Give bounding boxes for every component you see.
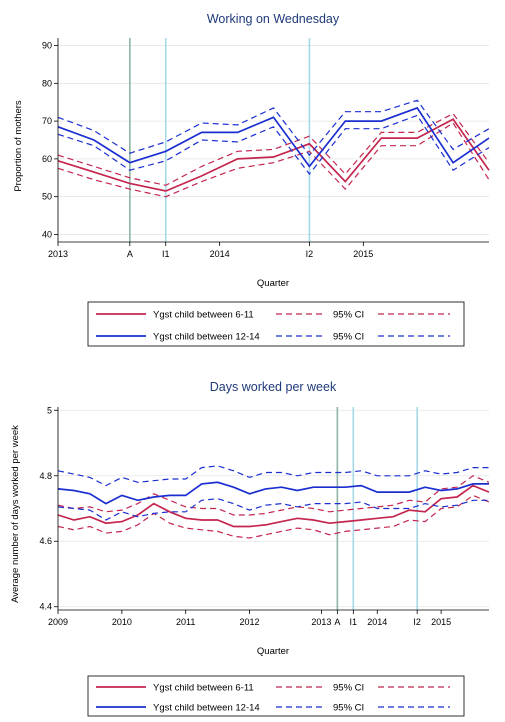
legend-box xyxy=(88,302,464,346)
y-tick-label: 70 xyxy=(41,116,52,127)
x-tick-label: 2013 xyxy=(47,249,69,259)
x-tick-label: 2012 xyxy=(239,617,260,627)
x-tick-label: 2009 xyxy=(47,617,69,627)
legend-label: 95% CI xyxy=(333,309,365,321)
x-tick-label: 2014 xyxy=(367,617,388,627)
x-tick-label: 2014 xyxy=(209,249,230,259)
legend-label: 95% CI xyxy=(333,331,365,343)
y-tick-label: 4.6 xyxy=(39,536,52,547)
x-tick-label: I1 xyxy=(161,249,170,259)
x-tick-label: 2010 xyxy=(111,617,132,627)
y-axis-label: Proportion of mothers xyxy=(13,100,24,192)
legend-label: Ygst child between 6-11 xyxy=(153,682,254,694)
legend-label: Ygst child between 12-14 xyxy=(153,702,260,714)
legend-label: Ygst child between 12-14 xyxy=(153,331,260,343)
y-axis-label: Average number of days worked per week xyxy=(10,425,21,603)
legend-label: 95% CI xyxy=(333,682,365,694)
chart-title: Working on Wednesday xyxy=(206,12,340,26)
y-tick-label: 5 xyxy=(46,405,52,416)
x-tick-label: 2013 xyxy=(311,617,332,627)
x-axis-label: Quarter xyxy=(256,646,290,657)
y-tick-label: 40 xyxy=(41,229,52,240)
legend-box xyxy=(88,676,464,716)
x-tick-label: 2015 xyxy=(353,249,374,259)
x-tick-label: I1 xyxy=(349,617,358,627)
chart-title: Days worked per week xyxy=(209,380,337,394)
y-tick-label: 60 xyxy=(41,153,52,164)
y-tick-label: 50 xyxy=(41,191,52,202)
x-tick-label: A xyxy=(334,617,341,627)
legend-label: Ygst child between 6-11 xyxy=(153,309,254,321)
legend xyxy=(88,676,464,716)
x-tick-label: I2 xyxy=(305,249,314,259)
y-tick-label: 90 xyxy=(41,40,52,51)
x-tick-label: 2011 xyxy=(176,617,196,627)
legend xyxy=(88,302,464,346)
legend-label: 95% CI xyxy=(333,702,365,714)
y-tick-label: 4.8 xyxy=(39,470,52,481)
x-tick-label: 2015 xyxy=(431,617,452,627)
y-tick-label: 80 xyxy=(41,78,52,89)
x-axis-label: Quarter xyxy=(256,278,290,289)
y-tick-label: 4.4 xyxy=(39,601,52,612)
x-tick-label: I2 xyxy=(413,617,421,627)
x-tick-label: A xyxy=(126,249,133,259)
